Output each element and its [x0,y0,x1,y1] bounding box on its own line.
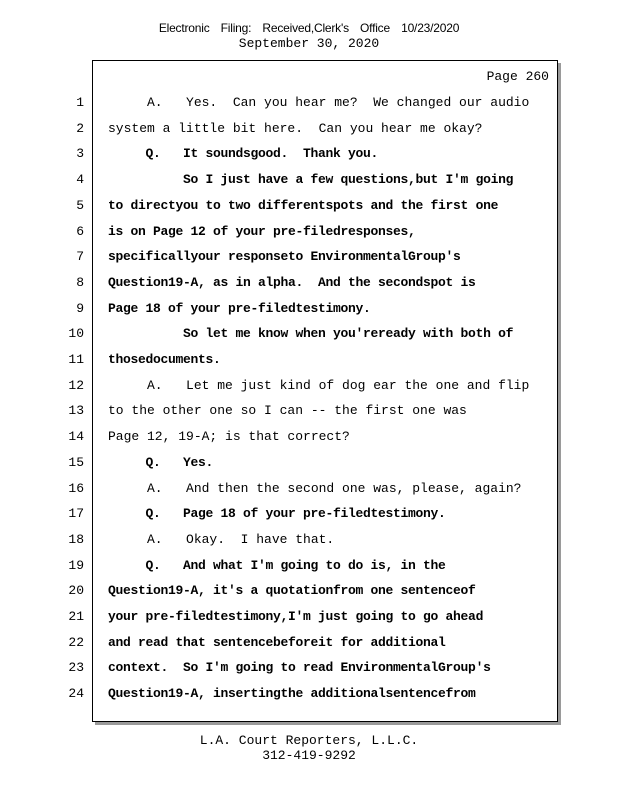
filing-stamp-part: Electronic [158,21,210,35]
line-number: 18 [68,532,84,547]
line-number: 23 [68,660,84,675]
line-number: 15 [68,455,84,470]
transcript-line: your pre-filedtestimony,I'm just going to go ahead [108,609,484,624]
line-number: 8 [76,275,84,290]
filing-stamp-part: Office [360,21,390,35]
line-number: 22 [68,635,84,650]
transcript-line: system a little bit here. Can you hear me okay? [108,121,483,136]
reporter-company: L.A. Court Reporters, L.L.C. [199,733,419,748]
transcript-line: Question19-A, it's a quotationfrom one sentenceof [108,583,476,598]
page-number: Page 260 [486,69,549,84]
line-number: 24 [68,686,84,701]
line-number: 13 [68,403,84,418]
transcript-line: Q. Yes. [108,455,214,470]
line-number: 3 [76,146,84,161]
line-number: 19 [68,558,84,573]
transcript-line: Q. And what I'm going to do is, in the [108,558,446,573]
transcript-line: Question19-A, insertingthe additionalsentencefrom [108,686,476,701]
transcript-line: specificallyour responseto EnvironmentalGroup's [108,249,461,264]
transcript-line: Page 12, 19-A; is that correct? [108,429,350,444]
filing-stamp-part: Received,Clerk's [262,21,349,35]
line-number: 14 [68,429,84,444]
transcript-line: is on Page 12 of your pre-filedresponses, [108,224,416,239]
line-number: 12 [68,378,84,393]
transcript-date: September 30, 2020 [238,36,380,51]
transcript-line: A. And then the second one was, please, again? [108,481,522,496]
transcript-line: A. Okay. I have that. [108,532,335,547]
line-number: 11 [68,352,84,367]
line-number: 7 [76,249,84,264]
transcript-line: Question19-A, as in alpha. And the secondspot is [108,275,476,290]
transcript-line: context. So I'm going to read EnvironmentalGroup's [108,660,491,675]
filing-stamp-part: 10/23/2020 [401,21,460,35]
transcript-line: Q. Page 18 of your pre-filedtestimony. [108,506,446,521]
line-number: 1 [76,95,84,110]
line-number: 2 [76,121,84,136]
transcript-line: thosedocuments. [108,352,221,367]
filing-stamp-part: Filing: [220,21,252,35]
transcript-line: to directyou to two differentspots and the first one [108,198,499,213]
transcript-line: So I just have a few questions,but I'm going [108,172,514,187]
transcript-line: and read that sentencebeforeit for additional [108,635,446,650]
line-number: 5 [76,198,84,213]
transcript-line: Page 18 of your pre-filedtestimony. [108,301,371,316]
line-number: 20 [68,583,84,598]
reporter-phone: 312-419-9292 [262,748,356,763]
line-number: 6 [76,224,84,239]
transcript-line: A. Yes. Can you hear me? We changed our audio [108,95,530,110]
transcript-line: So let me know when you'reready with both of [108,326,514,341]
transcript-line: A. Let me just kind of dog ear the one and flip [108,378,530,393]
line-number: 21 [68,609,84,624]
line-number: 16 [68,481,84,496]
line-number: 10 [68,326,84,341]
line-number: 4 [76,172,84,187]
transcript-line: Q. It soundsgood. Thank you. [108,146,379,161]
transcript-line: to the other one so I can -- the first one was [108,403,467,418]
line-number: 17 [68,506,84,521]
page-footer [0,733,618,763]
line-number: 9 [76,301,84,316]
